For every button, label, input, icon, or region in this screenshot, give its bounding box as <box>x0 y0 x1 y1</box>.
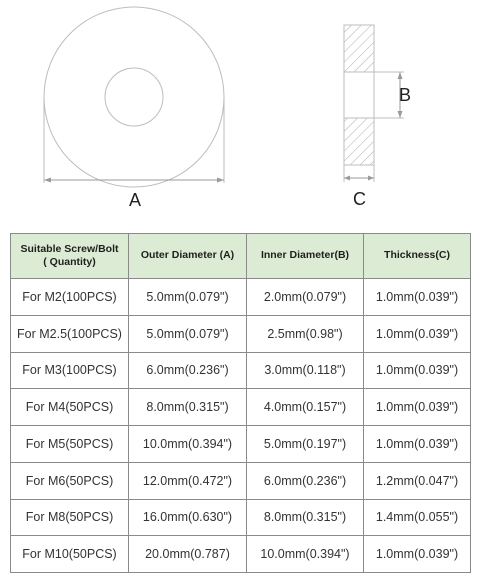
cell-inner-diameter: 6.0mm(0.236") <box>247 462 364 499</box>
cell-outer-diameter: 20.0mm(0.787) <box>129 536 247 573</box>
section-upper-hatched <box>344 25 374 72</box>
cell-inner-diameter: 3.0mm(0.118") <box>247 352 364 389</box>
size-spec-table <box>10 233 471 573</box>
cell-outer-diameter: 12.0mm(0.472") <box>129 462 247 499</box>
cell-outer-diameter: 5.0mm(0.079") <box>129 279 247 316</box>
header-thickness: Thickness(C) <box>364 234 471 279</box>
cell-outer-diameter: 10.0mm(0.394") <box>129 426 247 463</box>
table-row <box>11 462 471 499</box>
cell-outer-diameter: 8.0mm(0.315") <box>129 389 247 426</box>
label-b: B <box>399 85 412 105</box>
table-row <box>11 279 471 316</box>
cell-thickness: 1.2mm(0.047") <box>364 462 471 499</box>
header-outer-diameter: Outer Diameter (A) <box>129 234 247 279</box>
header-inner-diameter: Inner Diameter(B) <box>247 234 364 279</box>
cell-outer-diameter: 16.0mm(0.630") <box>129 499 247 536</box>
cell-thickness: 1.0mm(0.039") <box>364 279 471 316</box>
cell-outer-diameter: 6.0mm(0.236") <box>129 352 247 389</box>
table-row <box>11 315 471 352</box>
label-c: C <box>353 189 366 209</box>
washer-diagram <box>0 0 480 225</box>
cell-outer-diameter: 5.0mm(0.079") <box>129 315 247 352</box>
table-row <box>11 389 471 426</box>
header-screw-size: Suitable Screw/Bolt ( Quantity) <box>11 234 129 279</box>
cell-screw-size: For M4(50PCS) <box>11 389 129 426</box>
cell-inner-diameter: 5.0mm(0.197") <box>247 426 364 463</box>
cell-thickness: 1.0mm(0.039") <box>364 352 471 389</box>
cell-inner-diameter: 2.5mm(0.98") <box>247 315 364 352</box>
cell-thickness: 1.0mm(0.039") <box>364 426 471 463</box>
cell-screw-size: For M3(100PCS) <box>11 352 129 389</box>
cell-screw-size: For M5(50PCS) <box>11 426 129 463</box>
washer-inner-hole <box>105 68 163 126</box>
washer-outer-circle <box>44 7 224 187</box>
washer-front-view <box>44 7 224 210</box>
table-row <box>11 536 471 573</box>
cell-screw-size: For M10(50PCS) <box>11 536 129 573</box>
cell-inner-diameter: 4.0mm(0.157") <box>247 389 364 426</box>
table-row <box>11 352 471 389</box>
table-row <box>11 426 471 463</box>
cell-thickness: 1.0mm(0.039") <box>364 315 471 352</box>
washer-side-view <box>344 25 411 209</box>
cell-screw-size: For M6(50PCS) <box>11 462 129 499</box>
cell-thickness: 1.0mm(0.039") <box>364 536 471 573</box>
cell-screw-size: For M8(50PCS) <box>11 499 129 536</box>
cell-inner-diameter: 2.0mm(0.079") <box>247 279 364 316</box>
section-lower-hatched <box>344 118 374 165</box>
section-hole <box>344 72 374 118</box>
cell-inner-diameter: 10.0mm(0.394") <box>247 536 364 573</box>
label-a: A <box>129 190 142 210</box>
cell-screw-size: For M2.5(100PCS) <box>11 315 129 352</box>
cell-thickness: 1.4mm(0.055") <box>364 499 471 536</box>
cell-screw-size: For M2(100PCS) <box>11 279 129 316</box>
cell-thickness: 1.0mm(0.039") <box>364 389 471 426</box>
table-row <box>11 499 471 536</box>
cell-inner-diameter: 8.0mm(0.315") <box>247 499 364 536</box>
table-header-row <box>11 234 471 279</box>
